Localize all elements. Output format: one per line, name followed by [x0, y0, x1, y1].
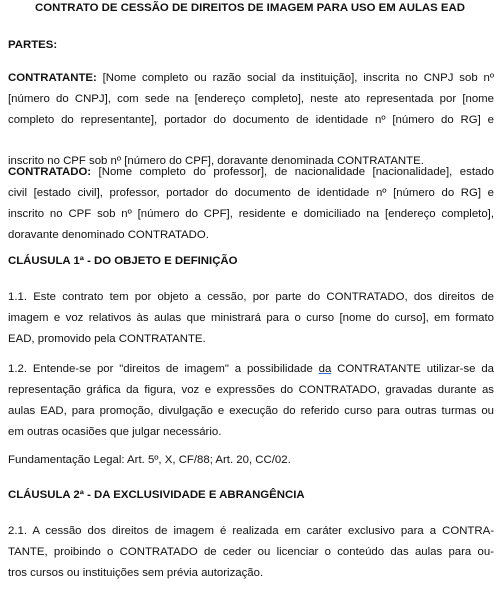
clausula-1-2-line-1: [8, 362, 494, 376]
clausula-2-1-line-3: tros cursos ou instituições sem prévia autorização.: [8, 567, 264, 579]
contratante-line-1: [8, 71, 494, 85]
clausula-1-1-line-1: 1.1. Este contrato tem por objeto a cessão, por parte do CONTRATADO, dos direitos de: [8, 291, 494, 303]
clausula-1-heading: CLÁUSULA 1ª - DO OBJETO E DEFINIÇÃO: [8, 255, 238, 267]
partes-heading: PARTES:: [8, 39, 58, 51]
contratante-label: CONTRATANTE:: [8, 72, 97, 84]
clausula-2-1-line-2: TANTE, proibindo o CONTRATADO de ceder ou licenciar o conteúdo das aulas para ou-: [8, 546, 494, 558]
contratado-line-3: inscrito no CPF sob nº [número do CPF], residente e domiciliado na [endereço completo],: [8, 208, 494, 220]
document-title: CONTRATO DE CESSÃO DE DIREITOS DE IMAGEM PARA USO EM AULAS EAD: [35, 2, 465, 14]
clausula-1-2-line-3: aulas EAD, para promoção, divulgação e execução do referido curso para outras turmas ou: [8, 405, 494, 417]
contratante-line-2: [número do CNPJ], com sede na [endereço completo], neste ato representada por [nome: [8, 93, 494, 105]
clausula-1-2-text-a: 1.2. Entende-se por "direitos de imagem" a possibilidade: [8, 363, 319, 375]
contratado-line-1: [8, 165, 494, 179]
clausula-1-1-line-3: EAD, promovido pela CONTRATANTE.: [8, 333, 206, 345]
clausula-1-2-line-4: em outras ocasiões que julgar necessário.: [8, 426, 222, 438]
clausula-2-heading: CLÁUSULA 2ª - DA EXCLUSIVIDADE E ABRANGÊNCIA: [8, 489, 305, 501]
contratado-line-2: civil [estado civil], professor, portador do documento de identidade nº [número do RG] e: [8, 187, 494, 199]
flagged-word: da: [318, 363, 332, 375]
contratante-text-1: [Nome completo ou razão social da instituição], inscrita no CNPJ sob nº: [96, 72, 494, 84]
clausula-1-2-line-2: representação gráfica da figura, voz e expressões do CONTRATADO, gravadas durante as: [8, 384, 494, 396]
clausula-1-1-line-2: imagem e voz relativos às aulas que ministrará para o curso [nome do curso], em formato: [8, 312, 494, 324]
contratado-text-1: [Nome completo do professor], de nacionalidade [nacionalidade], estado: [91, 166, 494, 178]
clausula-1-2-text-c: CONTRATANTE utilizar-se da: [331, 363, 495, 375]
contratado-label: CONTRATADO:: [8, 166, 92, 178]
contratante-line-3: completo do representante], portador do documento de identidade nº [número do RG] e: [8, 114, 494, 126]
clausula-2-1-line-1: 2.1. A cessão dos direitos de imagem é realizada em caráter exclusivo para a CONTRA-: [8, 525, 494, 537]
fundamentacao-legal: Fundamentação Legal: Art. 5º, X, CF/88; Art. 20, CC/02.: [8, 454, 291, 466]
contratante-line-4: inscrito no CPF sob nº [número do CPF], doravante denominada CONTRATANTE.: [8, 155, 424, 167]
contratado-line-4: doravante denominado CONTRATADO.: [8, 229, 209, 241]
